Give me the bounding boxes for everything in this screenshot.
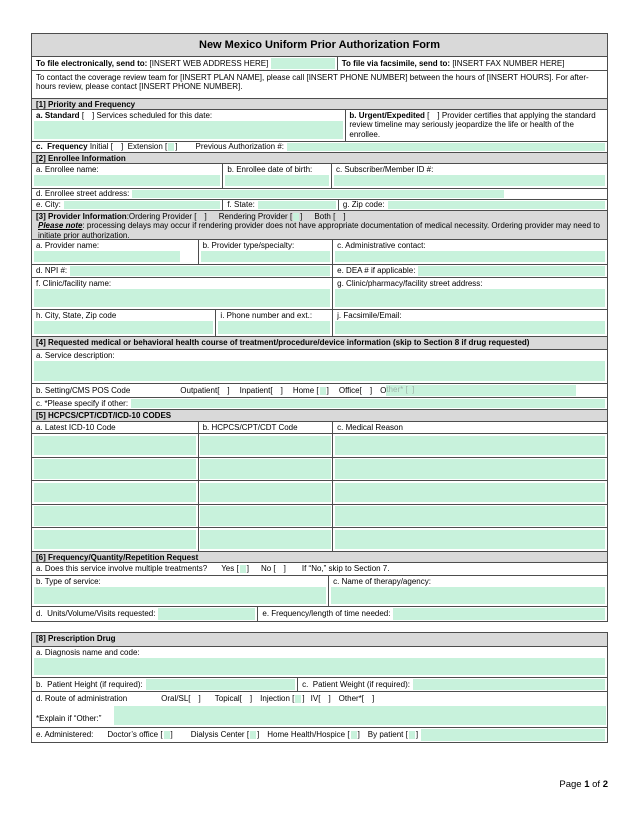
provider-name-label: a. Provider name: <box>36 241 100 250</box>
field-hcpcs-3[interactable] <box>200 483 331 503</box>
yes-label: Yes <box>221 563 235 573</box>
checkbox-yes[interactable]: [ ] <box>236 563 249 573</box>
field-admin-contact[interactable] <box>335 251 605 262</box>
section5-header: [5] HCPCS/CPT/CDT/ICD-10 CODES <box>32 409 607 421</box>
enrollee-dob-label: b. Enrollee date of birth: <box>227 165 313 174</box>
hcpcs-col-header: b. HCPCS/CPT/CDT Code <box>198 422 333 433</box>
field-hcpcs-5[interactable] <box>200 530 331 550</box>
field-npi[interactable] <box>70 266 330 276</box>
admin-contact-label: c. Administrative contact: <box>337 241 426 250</box>
contact-cell <box>32 71 607 98</box>
zip-label: g. Zip code: <box>342 200 385 210</box>
field-service-type[interactable] <box>34 587 326 604</box>
checkbox-home-health[interactable]: [ ] <box>347 730 360 740</box>
field-service-date[interactable] <box>34 121 343 139</box>
other-label-prefix: O <box>380 385 387 395</box>
field-enrollee-name[interactable] <box>34 175 220 186</box>
provider-phone-label: i. Phone number and ext.: <box>220 311 313 320</box>
checkbox-iv[interactable]: [ ] <box>318 694 331 703</box>
administered-label: e. Administered: <box>36 730 94 740</box>
units-frequency-row <box>32 606 607 621</box>
standard-cell <box>32 110 345 141</box>
field-provider-fax[interactable] <box>335 321 605 334</box>
section6-header: [6] Frequency/Quantity/Repetition Request <box>32 551 607 562</box>
office-label: Office <box>338 385 360 395</box>
city-cell <box>32 200 222 210</box>
checkbox-urgent[interactable]: [ ] <box>427 111 440 120</box>
page-number: Page 1 of 2 <box>559 779 608 790</box>
field-zip[interactable] <box>388 201 605 209</box>
section3-title: [3] Provider Information <box>36 212 127 221</box>
please-note-label: Please note <box>38 221 83 231</box>
codes-table-row <box>32 504 607 528</box>
main-form-box <box>31 33 608 622</box>
field-specify-other[interactable] <box>131 399 605 408</box>
service-type-row <box>32 575 607 606</box>
field-reason-1[interactable] <box>335 436 606 456</box>
provider-type-label: b. Provider type/specialty: <box>202 241 295 250</box>
npi-dea-row <box>32 264 607 277</box>
field-web-address[interactable] <box>271 58 334 69</box>
checkbox-other-route[interactable]: [ ] <box>361 694 375 703</box>
frequency-row <box>32 141 607 152</box>
file-electronically-cell <box>32 57 337 70</box>
field-icd10-4[interactable] <box>34 506 197 526</box>
injection-label: Injection <box>260 694 290 703</box>
enrollee-street-row <box>32 188 607 199</box>
administered-cell <box>32 728 607 742</box>
provider-type-cell <box>198 240 333 264</box>
filing-row <box>32 56 607 70</box>
both-label: Both <box>314 212 331 221</box>
file-electronically-label: To file electronically, send to: <box>36 58 148 68</box>
other-route-label: Other* <box>338 694 362 703</box>
field-frequency-length[interactable] <box>393 608 605 620</box>
provider-phone-cell <box>215 310 332 336</box>
section1-header: [1] Priority and Frequency <box>32 98 607 109</box>
clinic-address-label: g. Clinic/pharmacy/facility street address: <box>337 279 483 288</box>
field-provider-city[interactable] <box>34 321 213 334</box>
setting-row <box>32 383 607 397</box>
diagnosis-label: a. Diagnosis name and code: <box>36 648 140 657</box>
rendering-provider-label: Rendering Provider <box>218 212 288 221</box>
route-row <box>32 691 607 727</box>
state-label: f. State: <box>227 200 255 210</box>
checkbox-injection[interactable]: [ ] <box>292 694 305 703</box>
field-enrollee-dob[interactable] <box>225 175 329 186</box>
please-note-text: : processing delays may occur if rendering provider does not have appropriate documentation of medical necessity. Ordering provider may need to initiate prior authorization. <box>38 221 600 240</box>
administered-row <box>32 727 607 742</box>
clinic-name-cell <box>32 278 332 309</box>
form-title-text: New Mexico Uniform Prior Authorization Form <box>199 38 440 51</box>
admin-contact-cell <box>332 240 607 264</box>
web-address-placeholder: [INSERT WEB ADDRESS HERE] <box>149 58 269 68</box>
checkbox-no[interactable]: [ ] <box>273 563 286 573</box>
ordering-provider-label: Ordering Provider <box>128 212 193 221</box>
field-diagnosis[interactable] <box>34 658 605 675</box>
standard-label: a. Standard <box>36 111 80 120</box>
initial-label: Initial <box>89 142 109 152</box>
field-dea[interactable] <box>418 266 605 276</box>
height-weight-row <box>32 677 607 691</box>
provider-row-abc <box>32 239 607 264</box>
service-type-cell <box>32 576 328 606</box>
field-state[interactable] <box>258 201 336 209</box>
field-clinic-address[interactable] <box>335 289 605 307</box>
route-label: d. Route of administration <box>36 694 128 703</box>
state-cell <box>222 200 338 210</box>
codes-table-row <box>32 433 607 457</box>
checkbox-extension[interactable]: [ ] <box>165 142 178 152</box>
form-title <box>32 34 607 56</box>
field-reason-2[interactable] <box>335 459 606 479</box>
enrollee-city-row <box>32 199 607 210</box>
field-clinic-name[interactable] <box>34 289 330 307</box>
checkbox-home[interactable]: [ ] <box>316 385 329 395</box>
field-administered-other[interactable] <box>421 729 605 741</box>
patient-weight-cell <box>297 678 607 691</box>
checkbox-dialysis-center[interactable]: [ ] <box>246 730 260 740</box>
frequency-length-label: e. Frequency/length of time needed: <box>262 608 391 618</box>
checkbox-both[interactable]: [ ] <box>333 212 346 221</box>
checkbox-inpatient[interactable]: [ ] <box>270 385 283 395</box>
codes-table-row <box>32 457 607 481</box>
field-member-id[interactable] <box>334 175 605 186</box>
specify-other-cell <box>32 398 607 409</box>
urgent-cell <box>345 110 607 141</box>
checkbox-oral-sl[interactable]: [ ] <box>188 694 201 703</box>
section4-header: [4] Requested medical or behavioral health course of treatment/procedure/device information (skip to Section 8 if drug requested) <box>32 336 607 349</box>
no-label: No <box>260 563 272 573</box>
extension-label: Extension <box>127 142 163 152</box>
multiple-treatments-row <box>32 562 607 575</box>
service-desc-cell <box>32 350 607 383</box>
enrollee-street-label: d. Enrollee street address: <box>36 189 130 199</box>
checkbox-initial[interactable]: [ ] <box>110 142 124 152</box>
field-reason-5[interactable] <box>335 530 606 550</box>
field-patient-height[interactable] <box>146 679 295 690</box>
section8-header: [8] Prescription Drug <box>32 633 607 646</box>
other-label-faded: ther* [ ] <box>386 385 415 394</box>
outpatient-label: Outpatient <box>180 385 218 395</box>
member-id-cell <box>331 164 607 188</box>
frequency-length-cell <box>257 607 607 621</box>
checkbox-office[interactable]: [ ] <box>359 385 373 395</box>
service-desc-label: a. Service description: <box>36 351 115 360</box>
provider-city-label: h. City, State, Zip code <box>36 311 117 320</box>
dea-cell <box>332 265 607 277</box>
explain-other-label: *Explain if “Other:” <box>36 713 102 723</box>
clinic-name-label: f. Clinic/facility name: <box>36 279 112 288</box>
field-reason-3[interactable] <box>335 483 606 503</box>
checkbox-ordering-provider[interactable]: [ ] <box>194 212 207 221</box>
units-cell <box>32 607 257 621</box>
field-hcpcs-2[interactable] <box>200 459 331 479</box>
enrollee-dob-cell <box>222 164 331 188</box>
enrollee-street-cell <box>32 189 607 199</box>
checkbox-by-patient[interactable]: [ ] <box>405 730 419 740</box>
dialysis-center-label: Dialysis Center <box>190 730 245 740</box>
clinic-row <box>32 277 607 309</box>
priority-row <box>32 109 607 141</box>
field-icd10-1[interactable] <box>34 436 197 456</box>
codes-table-row <box>32 527 607 551</box>
setting-cell <box>32 384 607 397</box>
skip-note: If “No,” skip to Section 7. <box>301 563 390 573</box>
units-label: d. Units/Volume/Visits requested: <box>36 608 156 618</box>
diagnosis-row <box>32 646 607 677</box>
provider-fax-label: j. Facsimile/Email: <box>337 311 402 320</box>
field-provider-phone[interactable] <box>218 321 330 334</box>
urgent-label: b. Urgent/Expedited <box>349 111 425 120</box>
provider-fax-cell <box>332 310 607 336</box>
patient-height-cell <box>32 678 297 691</box>
urgent-text: Provider certifies that applying the standard review timeline may seriously jeopardize the life or health of the enrollee. <box>349 111 596 139</box>
prev-auth-label: Previous Authorization #: <box>195 142 284 152</box>
enrollee-row-abc <box>32 163 607 188</box>
dea-label: e. DEA # if applicable: <box>337 266 416 276</box>
enrollee-name-cell <box>32 164 222 188</box>
codes-header-row <box>32 421 607 433</box>
therapy-agency-label: c. Name of therapy/agency: <box>333 576 431 586</box>
field-reason-4[interactable] <box>335 506 606 526</box>
field-therapy-agency[interactable] <box>331 587 605 604</box>
zip-cell <box>338 200 607 210</box>
route-line <box>32 692 607 703</box>
field-icd10-5[interactable] <box>34 530 197 550</box>
field-icd10-2[interactable] <box>34 459 197 479</box>
field-provider-name[interactable] <box>34 251 180 262</box>
field-hcpcs-1[interactable] <box>200 436 331 456</box>
specify-other-row <box>32 397 607 409</box>
icd10-col-header: a. Latest ICD-10 Code <box>36 423 116 432</box>
standard-text: Services scheduled for this date: <box>96 111 213 120</box>
checkbox-topical[interactable]: [ ] <box>239 694 253 703</box>
codes-table-row <box>32 480 607 504</box>
service-type-label: b. Type of service: <box>36 576 101 586</box>
frequency-cell <box>32 142 607 152</box>
multiple-treatments-cell <box>32 563 607 575</box>
checkbox-outpatient[interactable]: [ ] <box>217 385 230 395</box>
home-label: Home <box>292 385 315 395</box>
inpatient-label: Inpatient <box>239 385 271 395</box>
topical-label: Topical <box>214 694 240 703</box>
field-provider-type[interactable] <box>201 251 331 262</box>
city-label: e. City: <box>36 200 61 210</box>
contact-row <box>32 70 607 98</box>
frequency-label: c. Frequency <box>36 142 88 152</box>
field-hcpcs-4[interactable] <box>200 506 331 526</box>
checkbox-rendering-provider[interactable]: [ ] <box>289 212 303 221</box>
section2-header: [2] Enrollee Information <box>32 152 607 163</box>
medical-reason-col-header: c. Medical Reason <box>332 422 607 433</box>
member-id-label: c. Subscriber/Member ID #: <box>335 165 434 174</box>
prescription-drug-box <box>31 632 608 743</box>
field-setting-other[interactable] <box>386 385 576 396</box>
file-facsimile-label: To file via facsimile, send to: <box>341 58 451 68</box>
checkbox-doctors-office[interactable]: [ ] <box>160 730 173 740</box>
field-icd10-3[interactable] <box>34 483 197 503</box>
field-enrollee-street[interactable] <box>132 190 504 198</box>
field-city[interactable] <box>64 201 220 209</box>
specify-other-label: c. *Please specify if other: <box>36 398 129 408</box>
provider-city-cell <box>32 310 215 336</box>
enrollee-name-label: a. Enrollee name: <box>36 165 99 174</box>
patient-height-label: b. Patient Height (if required): <box>36 679 143 689</box>
patient-weight-label: c. Patient Weight (if required): <box>302 679 410 689</box>
home-health-label: Home Health/Hospice <box>267 730 346 740</box>
section3-header: [3] Provider Information : Ordering Provider [ ] Rendering Provider [ ] Both [ ] Please note: processing delays may occur if rendering provider does not have appropriate documentation of medical necessity. Ordering provider may need to initiate prior authorization. <box>32 210 607 239</box>
by-patient-label: By patient <box>367 730 404 740</box>
field-units[interactable] <box>158 608 255 620</box>
file-facsimile-cell <box>337 57 607 70</box>
npi-label: d. NPI #: <box>36 266 68 276</box>
clinic-address-cell <box>332 278 607 309</box>
provider-city-row <box>32 309 607 336</box>
doctors-office-label: Doctor’s office <box>107 730 159 740</box>
checkbox-standard[interactable]: [ ] <box>81 111 95 120</box>
iv-label: IV <box>310 694 319 703</box>
npi-cell <box>32 265 332 277</box>
provider-name-cell <box>32 240 198 264</box>
setting-label: b. Setting/CMS POS Code <box>36 385 131 395</box>
field-patient-weight[interactable] <box>413 679 605 690</box>
field-prev-auth-number[interactable] <box>287 143 605 151</box>
multiple-treatments-label: a. Does this service involve multiple treatments? <box>36 563 208 573</box>
diagnosis-cell <box>32 647 607 677</box>
field-explain-other[interactable] <box>114 706 606 725</box>
oral-label: Oral/SL <box>161 694 189 703</box>
field-service-desc[interactable] <box>34 361 605 381</box>
therapy-agency-cell <box>328 576 607 606</box>
service-desc-row <box>32 349 607 383</box>
contact-text: To contact the coverage review team for [INSERT PLAN NAME], please call [INSERT PHONE NUMBER] between the hours of [INSERT HOURS]. For after-hours review, please contact [INSERT PHONE NUMBER]. <box>36 73 589 92</box>
fax-number-placeholder: [INSERT FAX NUMBER HERE] <box>452 58 565 68</box>
